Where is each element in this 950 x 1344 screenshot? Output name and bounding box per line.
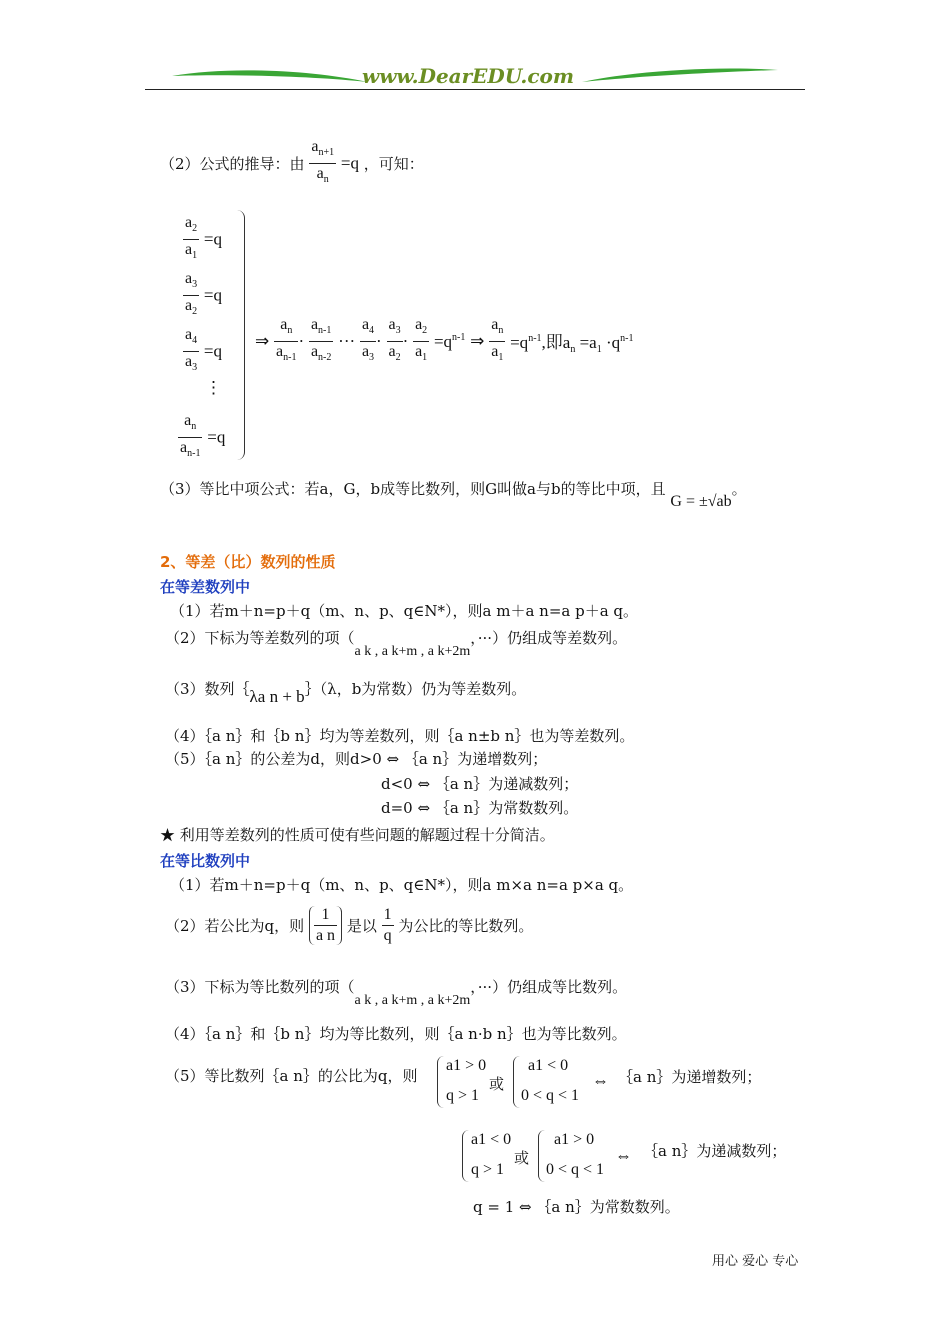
- inc-system-1-row1: a1 > 0: [446, 1057, 487, 1074]
- dec-system-2-row2: 0 < q < 1: [546, 1161, 605, 1178]
- dec-iff: ⇔: [615, 1146, 632, 1165]
- derivation-row-4: $\frac{a_n}{a_{n-1}}$ =q: [180, 412, 226, 459]
- dec-system-1-row1: a1 < 0: [471, 1131, 512, 1148]
- inc-system-1-row2: q > 1: [446, 1087, 480, 1104]
- header-logo: [170, 62, 780, 90]
- arith-heading: 在等差数列中: [160, 578, 251, 596]
- s2-eq: =q: [340, 153, 359, 173]
- inc-system-2-row1: a1 < 0: [528, 1057, 569, 1074]
- arith-p5c: d=0 ⇔ ｛a n｝为常数数列。: [381, 799, 579, 817]
- arith-p5b: d<0 ⇔ ｛a n｝为递减数列；: [381, 775, 579, 793]
- inc-iff: ⇔: [592, 1071, 609, 1090]
- dec-text: ｛a n｝为递减数列；: [643, 1142, 787, 1160]
- arith-p5a: （5）｛a n｝的公差为d，则d>0 ⇔ ｛a n｝为递增数列；: [165, 750, 548, 768]
- logo-text: www.DearEDU.com: [362, 64, 575, 88]
- dec-system-1: [462, 1130, 469, 1182]
- const-text: q = 1 ⇔ ｛a n｝为常数数列。: [473, 1198, 680, 1216]
- s2-suffix: ，可知：: [363, 155, 424, 173]
- geo-p3: （3）下标为等比数列的项（a k , a k+m , a k+2m，···）仍组成等比数列。: [165, 978, 628, 1008]
- dec-or: 或: [514, 1149, 530, 1167]
- inc-system-2: [513, 1056, 520, 1108]
- s2-fraction: $\frac{a_{n+1}}{a_n}$: [311, 138, 335, 185]
- swoosh-right-icon: [580, 62, 780, 90]
- geo-p5a: （5）等比数列｛a n｝的公比为q，则: [165, 1067, 418, 1085]
- derivation-vdots: ⋮: [205, 378, 222, 397]
- derivation-right-brace: [236, 210, 245, 460]
- s3-line: （3）等比中项公式：若a，G，b成等比数列，则G叫做a与b的等比中项，且 G = ±√ab。: [160, 480, 747, 510]
- derivation-product: ⇒ $\frac{a_n}{a_{n-1}}$ · $\frac{a_{n-1}}{a_{n-2}}$ ··· $\frac{a_4}{a_3}$ · $\frac{a_3}{a_2}$ · $\frac{a_2}{a_1}$ $=q^{n-1}$ ⇒ $\frac{a_n}{a_1}$ $=q^{n-1}$,即$a_n =a_1 \cdot q^{n-1}$: [255, 316, 634, 363]
- footer-text: 用心 爱心 专心: [712, 1254, 799, 1269]
- header-rule: [145, 89, 805, 90]
- derivation-row-1: $\frac{a_2}{a_1}$ =q: [185, 214, 222, 261]
- arith-star-note: ★ 利用等差数列的性质可使有些问题的解题过程十分简洁。: [160, 826, 555, 844]
- arith-p1: （1）若m＋n=p＋q（m、n、p、q∈N*），则a m＋a n=a p＋a q。: [170, 602, 639, 620]
- inc-system-2-row2: 0 < q < 1: [521, 1087, 580, 1104]
- arith-p3: （3）数列｛λa n + b｝（λ，b为常数）仍为等差数列。: [165, 680, 527, 706]
- geo-p1: （1）若m＋n=p＋q（m、n、p、q∈N*），则a m×a n=a p×a q。: [170, 876, 634, 894]
- derivation-row-2: $\frac{a_3}{a_2}$ =q: [185, 270, 222, 317]
- derivation-row-3: $\frac{a_4}{a_3}$ =q: [185, 326, 222, 373]
- dec-system-2: [538, 1130, 545, 1182]
- arith-p4: （4）｛a n｝和｛b n｝均为等差数列，则｛a n±b n｝也为等差数列。: [165, 727, 635, 745]
- inc-or: 或: [489, 1075, 505, 1093]
- section2-title: 2、等差（比）数列的性质: [160, 553, 336, 571]
- inc-text: ｛a n｝为递增数列；: [618, 1068, 762, 1086]
- geo-heading: 在等比数列中: [160, 852, 251, 870]
- geometric-mean-formula: G = ±√ab: [670, 493, 732, 510]
- swoosh-left-icon: [170, 62, 370, 90]
- geo-p4: （4）｛a n｝和｛b n｝均为等比数列，则｛a n·b n｝也为等比数列。: [165, 1025, 627, 1043]
- arith-p2: （2）下标为等差数列的项（a k , a k+m , a k+2m，···）仍组成等差数列。: [165, 629, 628, 659]
- s2-prefix: （2）公式的推导：由: [160, 155, 305, 173]
- geo-p2: （2）若公比为q，则 $\frac{1}{\text{a n}}$ 是以 $\frac{1}{q}$ 为公比的等比数列。: [165, 906, 534, 944]
- dec-system-1-row2: q > 1: [471, 1161, 505, 1178]
- s2-line: [160, 138, 424, 186]
- dec-system-2-row1: a1 > 0: [554, 1131, 595, 1148]
- inc-system-1: [437, 1056, 444, 1108]
